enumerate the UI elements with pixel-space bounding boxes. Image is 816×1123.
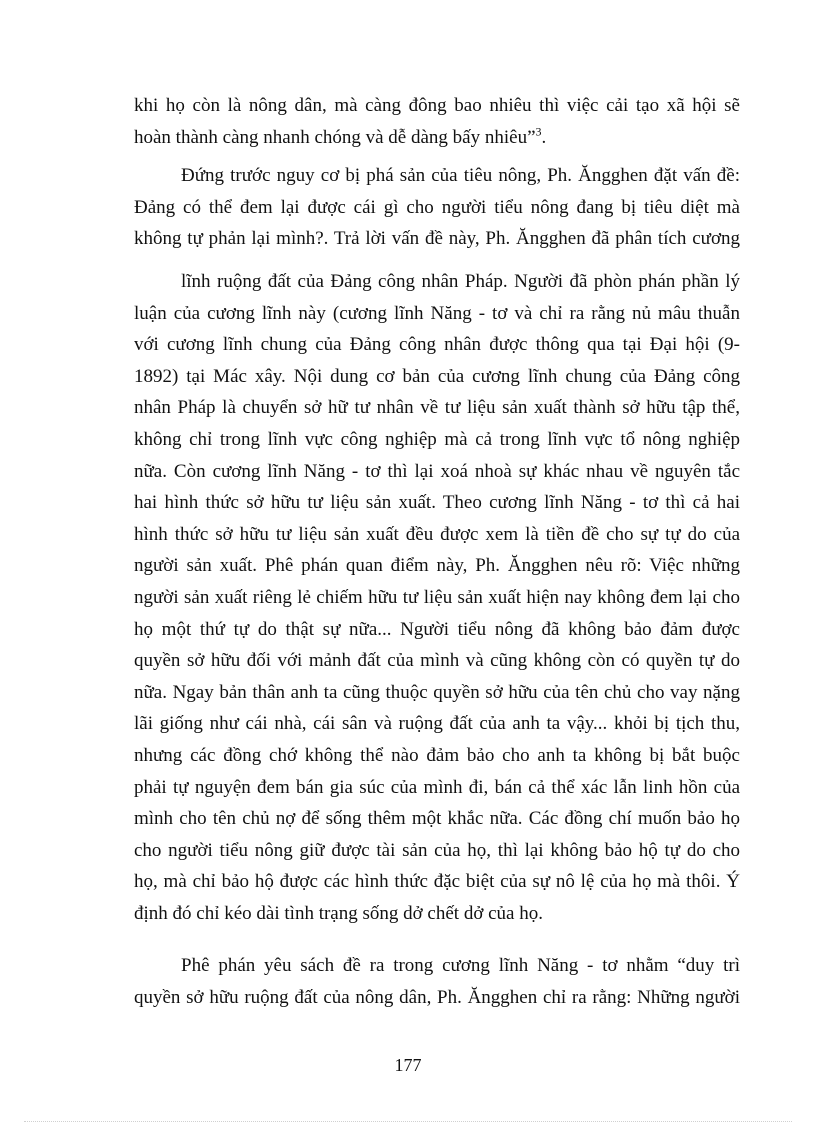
paragraph-critique-of-demand [134,950,740,1013]
footnote-reference: 3 [535,124,542,139]
text-line: nữa. Ngay bản thân anh ta cũng thuộc quyền sở hữu của tên chủ cho vay nặng [134,681,740,703]
page-number: 177 [394,1055,422,1075]
paragraph-continuation [134,90,740,153]
text-line-punctuation: . [541,126,547,148]
paragraph-land-program [134,266,740,929]
text-line: lĩnh ruộng đất của Đảng công nhân Pháp. Người đã phòn phán phần lý [181,271,740,292]
text-line: họ, mà chỉ bảo hộ được các hình thức đặc biệt của sự nô lệ của họ mà thôi. Ý [134,871,740,893]
text-line: Phê phán yêu sách đề ra trong cương lĩnh Năng - tơ nhằm “duy trì [181,955,740,976]
text-line [134,122,740,154]
text-line: không chỉ trong lĩnh vực công nghiệp mà cả trong lĩnh vực tổ nông nghiệp [134,428,740,450]
text-line: quyền sở hữu ruộng đất của nông dân, Ph. Ăngghen chỉ ra rằng: Những người [134,986,740,1008]
text-line: hai hình thức sở hữu tư liệu sản xuất. Theo cương lĩnh Năng - tơ thì cả hai [134,492,740,514]
text-line: người sản xuất riêng lẻ chiếm hữu tư liệu sản xuất hiện nay không đem lại cho [134,586,740,608]
text-line: quyền sở hữu đối với mảnh đất của mình và cũng không còn có quyền tự do [134,650,740,672]
text-line: mình cho tên chủ nợ để sống thêm một khắc nữa. Các đồng chí muốn bảo họ [134,808,740,830]
text-line: không tự phản lại mình?. Trả lời vấn đề này, Ph. Ăngghen đã phân tích cương [134,228,740,250]
text-line-content: hoàn thành càng nhanh chóng và dễ dàng bấy nhiêu” [134,126,536,148]
text-line: Đứng trước nguy cơ bị phá sản của tiêu nông, Ph. Ăngghen đặt vấn đề: [181,165,740,186]
text-line: người sản xuất. Phê phán quan điểm này, Ph. Ăngghen nêu rõ: Việc những [134,555,740,577]
text-line: luận của cương lĩnh này (cương lĩnh Năng - tơ và chỉ ra rằng nủ mâu thuẫn [134,302,740,324]
text-line: phải tự nguyện đem bán gia súc của mình đi, bán cả thể xác lẫn linh hồn của [134,776,740,798]
text-line: họ một thứ tự do thật sự nữa... Người tiểu nông đã không bảo đảm được [134,618,740,640]
text-line: 1892) tại Mác xây. Nội dung cơ bản của cương lĩnh chung của Đảng công [134,365,740,387]
paragraph-danger-of-bankruptcy [134,160,740,255]
text-line: với cương lĩnh chung của Đảng công nhân được thông qua tại Đại hội (9- [134,334,740,356]
text-line: định đó chỉ kéo dài tình trạng sống dở chết dở của họ. [134,902,543,924]
text-line: lãi giống như cái nhà, cái sân và ruộng đất của anh ta vậy... khỏi bị tịch thu, [134,713,740,735]
text-line: Đảng có thể đem lại được cái gì cho người tiểu nông đang bị tiêu diệt mà [134,196,740,218]
text-line: nhân Pháp là chuyển sở hữ tư nhân về tư liệu sản xuất thành sở hữu tập thể, [134,397,740,419]
text-line: nhưng các đồng chớ không thể nào đảm bảo cho anh ta không bị bắt buộc [134,744,740,766]
text-line: khi họ còn là nông dân, mà càng đông bao nhiêu thì việc cải tạo xã hội sẽ [134,95,740,116]
text-line: cho người tiểu nông giữ được tài sản của họ, thì lại không bảo hộ tự do cho [134,839,740,861]
page-bottom-divider [24,1121,792,1122]
text-line: hình thức sở hữu tư liệu sản xuất đều được xem là tiền đề cho sự tự do của [134,523,740,545]
text-line: nữa. Còn cương lĩnh Năng - tơ thì lại xoá nhoà sự khác nhau về nguyên tắc [134,460,740,482]
